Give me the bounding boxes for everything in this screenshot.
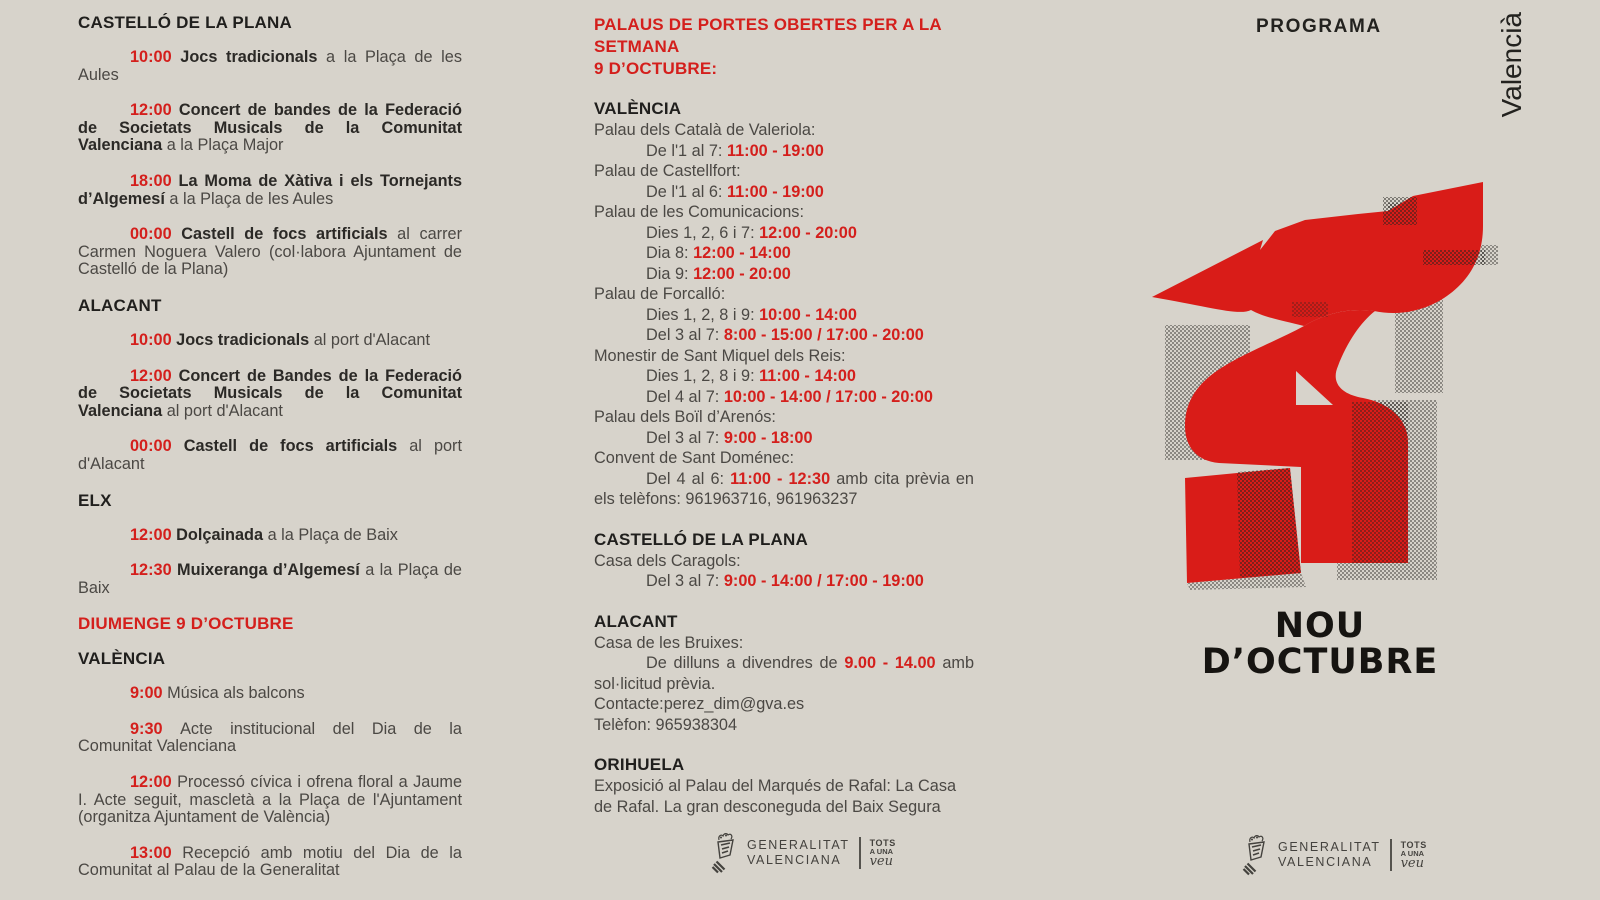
city-heading: ORIHUELA (594, 755, 685, 774)
event-time: 9:00 (130, 684, 168, 703)
schedule-line (594, 223, 974, 244)
halftone-overlay (1352, 402, 1408, 563)
schedule-line (594, 141, 974, 162)
motto-line3: veu (869, 854, 893, 869)
open-doors-header (594, 14, 974, 80)
event-detail: a la Plaça Major (162, 136, 284, 155)
nou-doctubre-logotype (1140, 608, 1500, 680)
halftone-overlay (1423, 250, 1485, 265)
city-group (594, 531, 974, 592)
generalitat-name (1278, 840, 1381, 870)
schedule-time: 9.00 - 14.00 (844, 654, 936, 672)
event-detail: a la Plaça de les Aules (78, 48, 462, 84)
event-item (78, 774, 462, 827)
open-doors-column (594, 14, 974, 838)
generalitat-emblem-icon (1241, 833, 1269, 877)
schedule-line (594, 428, 974, 449)
schedule-time: 10:00 - 14:00 / 17:00 - 20:00 (723, 387, 933, 406)
event-item (78, 173, 462, 208)
schedule-time: 9:00 - 14:00 / 17:00 - 19:00 (723, 572, 924, 590)
venue-name: Palau dels Boïl d’Arenós: (594, 408, 776, 426)
generalitat-name-line1: GENERALITAT (1278, 840, 1381, 854)
schedule-label: Del 3 al 7: (646, 428, 724, 447)
city-group (594, 613, 974, 736)
schedule-time: 12:00 - 14:00 (693, 244, 791, 262)
schedule-line (594, 571, 974, 592)
halftone-overlay (1383, 197, 1417, 225)
event-detail: Música als balcons (167, 684, 305, 703)
event-detail: Recepció amb motiu del Dia de la Comunitat al Palau de la Generalitat (78, 843, 462, 880)
info-line: Telèfon: 965938304 (594, 715, 738, 734)
event-detail: al carrer Carmen Noguera Valero (col·labora Ajuntament de Castelló de la Plana) (78, 225, 462, 279)
event-name: Castell de focs artificials (181, 225, 388, 244)
schedule-label: Del 4 al 7: (646, 387, 724, 406)
schedule-label: Dies 1, 2, 8 i 9: (646, 367, 760, 385)
schedule-label: Dia 8: (646, 244, 694, 262)
event-item (78, 368, 462, 421)
schedule-line (594, 653, 974, 694)
schedule-line (594, 264, 974, 285)
event-item (78, 562, 462, 597)
motto-line3: veu (1400, 856, 1424, 871)
tots-a-una-veu-motto (1401, 841, 1427, 869)
event-time: 00:00 (130, 225, 182, 244)
schedule-line (594, 243, 974, 264)
city-heading: ALACANT (594, 611, 678, 631)
schedule-label: Dia 9: (646, 264, 694, 283)
event-time: 12:30 (130, 561, 178, 580)
note-paragraph: Exposició al Palau del Marqués de Rafal: La Casa de Rafal. La gran desconeguda del Baix Segura (594, 777, 957, 816)
schedule-label: De dilluns a divendres de (646, 654, 845, 672)
halftone-overlay (1237, 468, 1301, 578)
venue-name: Palau de les Comunicacions: (594, 203, 804, 221)
schedule-suffix: amb sol·licitud prèvia. (594, 654, 974, 693)
event-item (78, 102, 462, 155)
motto-line2: A UNA (1400, 849, 1425, 858)
motto-line1: TOTS (869, 838, 896, 848)
logo-divider (1390, 839, 1392, 871)
generalitat-name-line1: GENERALITAT (747, 838, 850, 852)
city-heading: DIUMENGE 9 D’OCTUBRE (78, 614, 294, 634)
generalitat-emblem-icon (710, 831, 738, 875)
schedule-time: 11:00 - 14:00 (759, 367, 856, 385)
tots-a-una-veu-motto (870, 839, 896, 867)
schedule-line (594, 469, 974, 510)
event-item (78, 438, 462, 473)
venue-name: Convent de Sant Doménec: (594, 449, 795, 467)
event-time: 12:00 (130, 525, 177, 544)
event-item (78, 685, 462, 703)
nine-figure-artwork (1100, 170, 1500, 590)
event-item (78, 721, 462, 756)
program-section (78, 297, 462, 474)
event-time: 13:00 (130, 843, 183, 862)
schedule-line (594, 366, 974, 387)
event-name: Concert de Bandes de la Federació de Societats Musicals de la Comunitat Valenciana (78, 366, 462, 420)
motto-line1: TOTS (1400, 840, 1427, 850)
schedule-label: De l'1 al 6: (646, 182, 727, 201)
event-item (78, 332, 462, 350)
logo-divider (859, 837, 861, 869)
info-line: Contacte:perez_dim@gva.es (594, 695, 805, 713)
venue-name: Monestir de Sant Miquel dels Reis: (594, 346, 846, 365)
programa-kicker: PROGRAMA (1256, 16, 1382, 37)
event-item (78, 49, 462, 84)
city-heading: ELX (78, 490, 112, 510)
open-doors-header-line1: PALAUS DE PORTES OBERTES PER A LA SETMANA (594, 15, 942, 56)
program-section (78, 492, 462, 598)
venue-name: Casa de les Bruixes: (594, 633, 744, 652)
venue-name: Palau de Castellfort: (594, 162, 741, 180)
open-doors-groups (594, 100, 974, 817)
schedule-time: 8:00 - 15:00 / 17:00 - 20:00 (723, 326, 924, 344)
venue-name: Palau de Forcalló: (594, 285, 726, 303)
generalitat-logo-right (1241, 833, 1427, 877)
generalitat-name-line2: VALENCIANA (747, 853, 842, 867)
event-name: Jocs tradicionals (176, 330, 310, 349)
event-name: La Moma de Xàtiva i els Tornejants d’Algemesí (78, 171, 462, 208)
event-detail: a la Plaça de les Aules (164, 189, 334, 208)
city-group (594, 100, 974, 510)
event-item (78, 226, 462, 279)
event-detail: al port d'Alacant (78, 437, 462, 473)
city-group (594, 756, 974, 817)
schedule-label: Del 4 al 6: (646, 469, 731, 488)
event-name: Concert de bandes de la Federació de Societats Musicals de la Comunitat Valenciana (78, 101, 462, 155)
valencia-side-label: Valencià (1496, 12, 1527, 118)
event-detail: al port d'Alacant (162, 401, 283, 420)
schedule-label: Dies 1, 2, 6 i 7: (646, 223, 760, 242)
generalitat-name-line2: VALENCIANA (1278, 855, 1373, 869)
schedule-line (594, 182, 974, 203)
venue-name: Palau dels Català de Valeriola: (594, 121, 816, 139)
schedule-label: Del 3 al 7: (646, 326, 724, 344)
event-detail: a la Plaça de Baix (78, 561, 462, 597)
open-doors-header-line2: 9 D’OCTUBRE: (594, 59, 718, 78)
schedule-line (594, 325, 974, 346)
schedule-time: 11:00 - 12:30 (730, 469, 831, 488)
generalitat-name (747, 838, 850, 868)
event-time: 9:30 (130, 719, 181, 738)
schedule-time: 10:00 - 14:00 (759, 305, 857, 324)
venue-name: Casa dels Caragols: (594, 551, 741, 570)
program-section (78, 615, 462, 880)
event-time: 10:00 (130, 330, 177, 349)
event-time: 18:00 (130, 171, 179, 190)
logotype-line2: D’OCTUBRE (1201, 642, 1439, 682)
event-detail: Acte institucional del Dia de la Comunitat Valenciana (78, 719, 462, 756)
schedule-suffix: amb cita prèvia en els telèfons: 961963716, 961963237 (594, 469, 974, 508)
event-name: Muixeranga d’Algemesí (177, 561, 360, 580)
program-section (78, 14, 462, 279)
event-item (78, 527, 462, 545)
schedule-line (594, 305, 974, 326)
event-time: 00:00 (130, 437, 184, 456)
schedule-time: 12:00 - 20:00 (759, 223, 857, 242)
event-time: 12:00 (130, 101, 179, 120)
city-heading: VALÈNCIA (594, 99, 682, 118)
event-item (78, 845, 462, 880)
city-subheading: VALÈNCIA (78, 649, 166, 669)
schedule-line (594, 387, 974, 408)
logotype-line1: NOU (1274, 606, 1366, 646)
schedule-time: 9:00 - 18:00 (723, 428, 813, 447)
schedule-time: 12:00 - 20:00 (693, 264, 791, 283)
event-time: 12:00 (130, 773, 178, 792)
schedule-label: Del 3 al 7: (646, 572, 724, 590)
event-name: Jocs tradicionals (180, 48, 318, 66)
motto-line2: A UNA (869, 847, 894, 856)
event-time: 12:00 (130, 366, 179, 385)
event-detail: al port d'Alacant (309, 330, 430, 349)
schedule-time: 11:00 - 19:00 (726, 141, 824, 160)
schedule-time: 11:00 - 19:00 (726, 182, 824, 201)
program-events-column (78, 14, 462, 898)
schedule-label: De l'1 al 7: (646, 141, 727, 160)
event-name: Castell de focs artificials (183, 437, 398, 456)
city-heading: CASTELLÓ DE LA PLANA (594, 529, 808, 549)
event-detail: Processó cívica i ofrena floral a Jaume I. Acte seguit, mascletà a la Plaça de l'Ajuntament (organitza Ajuntament de València) (78, 773, 462, 827)
schedule-label: Dies 1, 2, 8 i 9: (646, 305, 760, 324)
generalitat-logo-middle (710, 831, 896, 875)
halftone-overlay (1292, 302, 1328, 317)
event-name: Dolçainada (176, 525, 264, 544)
event-detail: a la Plaça de Baix (263, 525, 398, 544)
city-heading: ALACANT (78, 295, 162, 315)
city-heading: CASTELLÓ DE LA PLANA (78, 13, 292, 32)
event-time: 10:00 (130, 48, 181, 66)
